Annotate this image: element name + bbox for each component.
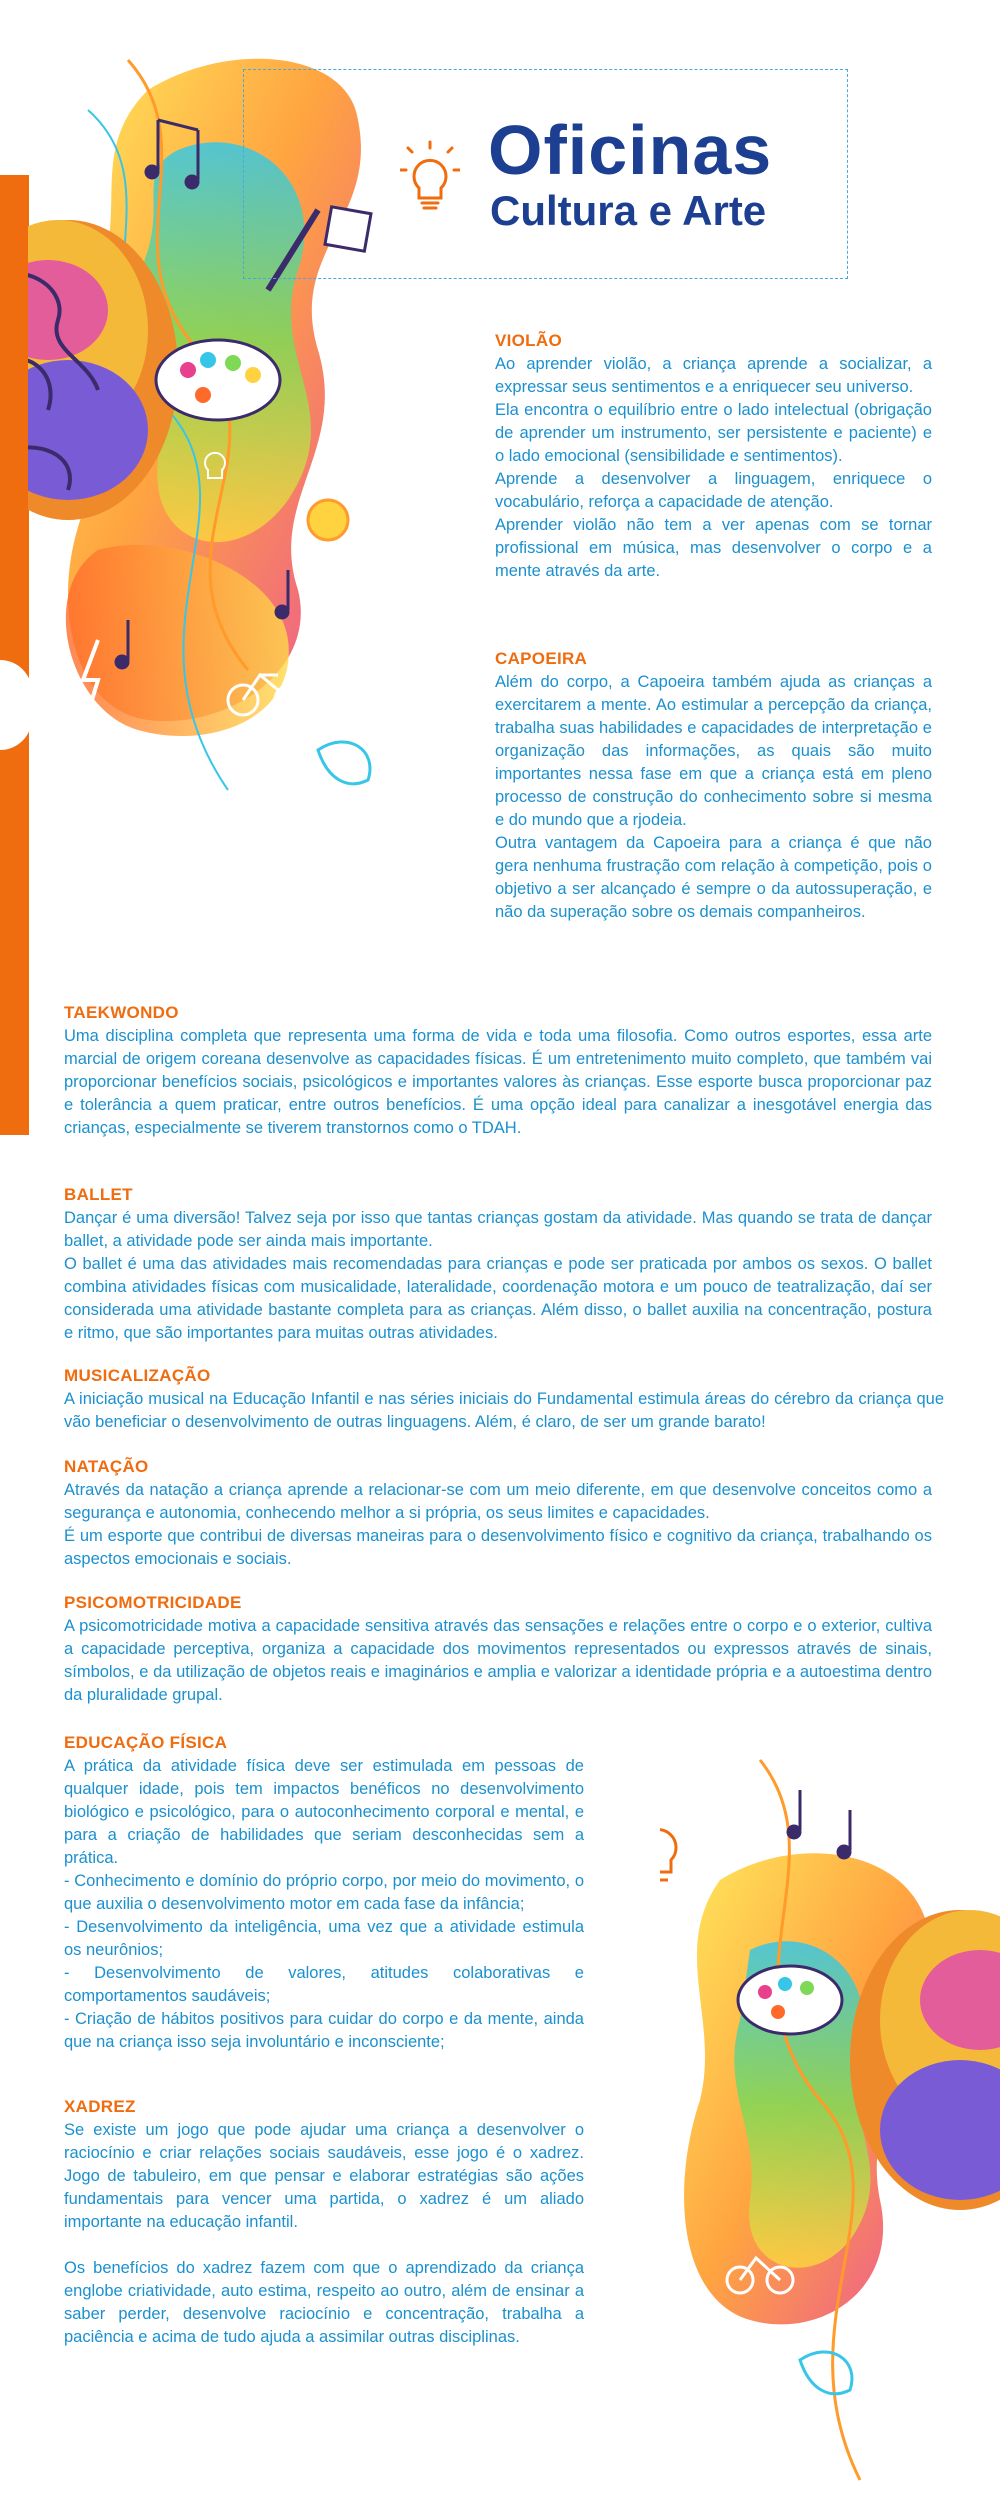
section-title: XADREZ	[64, 2097, 136, 2116]
section-title: TAEKWONDO	[64, 1003, 179, 1022]
section-paragraph: Ela encontra o equilíbrio entre o lado intelectual (obrigação de aprender um instrumento, ser persistente e paciente) e o lado emocional (sensibilidade e sentimentos).	[495, 401, 932, 465]
lightbulb-icon	[400, 140, 460, 220]
section-xadrez	[64, 2096, 584, 2349]
section-paragraph: A psicomotricidade motiva a capacidade sensitiva através das sensações e relações entre o corpo e o exterior, cultiva a capacidade perceptiva, organiza a capacidade dos movimentos representados ou expressos através de sinais, símbolos, e da utilização de objetos reais e imaginários e amplia e valorizar a identidade própria e a autoestima dentro da pluralidade grupal.	[64, 1617, 932, 1704]
wings-icon	[800, 2352, 852, 2394]
section-title: CAPOEIRA	[495, 649, 588, 668]
page-title: Oficinas	[488, 111, 773, 189]
section-paragraph: - Criação de hábitos positivos para cuidar do corpo e da mente, ainda que na criança isso seja involuntário e inconsciente;	[64, 2010, 584, 2051]
section-paragraph: Uma disciplina completa que representa uma forma de vida e toda uma filosofia. Como outros esportes, essa arte marcial de origem coreana desenvolve as capacidades físicas. É um entretenimento muito completo, que também vai proporcionar benefícios sociais, psicológicos e importantes valores às crianças. Esse esporte busca proporcionar paz e tolerância a quem praticar, entre outros benefícios. É uma opção ideal para canalizar a inesgotável energia das crianças, especialmente se tiverem transtornos como o TDAH.	[64, 1027, 932, 1137]
section-title: EDUCAÇÃO FÍSICA	[64, 1733, 228, 1752]
section-paragraph: Ao aprender violão, a criança aprende a socializar, a expressar seus sentimentos e a enriquecer seu universo.	[495, 355, 932, 396]
section-paragraph: Se existe um jogo que pode ajudar uma criança a desenvolver o raciocínio e criar relações sociais saudáveis, esse jogo é o xadrez. Jogo de tabuleiro, em que pensar e elaborar estratégias são ações fundamentais para vencer uma partida, o xadrez é um aliado importante na educação infantil.	[64, 2121, 584, 2231]
lightbulb-icon	[660, 1830, 676, 1880]
section-musicalizacao	[64, 1365, 944, 1434]
section-psicomotricidade	[64, 1592, 932, 1707]
sun-icon	[308, 500, 348, 540]
section-taekwondo	[64, 1002, 932, 1140]
section-educacao-fisica	[64, 1732, 584, 2054]
section-title: BALLET	[64, 1185, 133, 1204]
section-paragraph: - Desenvolvimento da inteligência, uma vez que a atividade estimula os neurônios;	[64, 1918, 584, 1959]
section-paragraph: - Conhecimento e domínio do próprio corpo, por meio do movimento, o que auxilia o desenvolvimento motor em cada fase da infância;	[64, 1872, 584, 1913]
section-paragraph: Outra vantagem da Capoeira para a criança é que não gera nenhuma frustração com relação à competição, pois o objetivo a ser alcançado é sempre o da autossuperação, e não da superação sobre os demais companheiros.	[495, 834, 932, 921]
section-title: MUSICALIZAÇÃO	[64, 1366, 211, 1385]
section-paragraph: A iniciação musical na Educação Infantil e nas séries iniciais do Fundamental estimula áreas do cérebro da criança que vão beneficiar o desenvolvimento de outras linguagens. Além, é claro, de ser um grande barato!	[64, 1390, 944, 1431]
section-capoeira	[495, 648, 932, 924]
section-paragraph: - Desenvolvimento de valores, atitudes colaborativas e comportamentos saudáveis;	[64, 1964, 584, 2005]
section-paragraph: Aprender violão não tem a ver apenas com se tornar profissional em música, mas desenvolver o corpo e a mente através da arte.	[495, 516, 932, 580]
wings-icon	[318, 742, 370, 784]
section-title: PSICOMOTRICIDADE	[64, 1593, 242, 1612]
section-paragraph: Aprende a desenvolver a linguagem, enriquece o vocabulário, reforça a capacidade de atenção.	[495, 470, 932, 511]
section-ballet	[64, 1184, 932, 1345]
section-paragraph: Os benefícios do xadrez fazem com que o aprendizado da criança englobe criatividade, auto estima, respeito ao outro, além de ensinar a saber perder, desenvolve raciocínio e concentração, trabalha a paciência e acima de tudo ajuda a assimilar outras disciplinas.	[64, 2259, 584, 2346]
section-title: NATAÇÃO	[64, 1457, 149, 1476]
section-paragraph: Através da natação a criança aprende a relacionar-se com um meio diferente, em que desenvolve conceitos como a segurança e autonomia, conhecendo melhor a si própria, os seus limites e capacidades.	[64, 1481, 932, 1522]
palette-icon	[738, 1966, 842, 2034]
section-natacao	[64, 1456, 932, 1571]
section-title: VIOLÃO	[495, 331, 562, 350]
music-notes-icon	[788, 1790, 850, 1858]
orange-accent-bar	[0, 175, 29, 1135]
section-paragraph: Além do corpo, a Capoeira também ajuda as crianças a exercitarem a mente. Ao estimular a percepção da criança, trabalha suas habilidades e capacidades de interpretação e organização das informações, as quais são muito importantes nessa fase em que a criança está em pleno processo de construção do conhecimento sobre si mesma e do mundo que a rjodeia.	[495, 673, 932, 829]
section-paragraph: A prática da atividade física deve ser estimulada em pessoas de qualquer idade, pois tem impactos benéficos no desenvolvimento biológico e psicológico, para o autoconhecimento corporal e mental, e para a criação de habilidades que seriam desconhecidas sem a prática.	[64, 1757, 584, 1867]
page-subtitle: Cultura e Arte	[490, 187, 767, 234]
brain-art-illustration-bottom	[660, 1720, 1000, 2500]
paragraph-gap	[64, 2234, 584, 2257]
section-violao	[495, 330, 932, 583]
section-paragraph: É um esporte que contribui de diversas maneiras para o desenvolvimento físico e cognitivo da criança, trabalhando os aspectos emocionais e sociais.	[64, 1527, 932, 1568]
section-paragraph: O ballet é uma das atividades mais recomendadas para crianças e pode ser praticada por ambos os sexos. O ballet combina atividades físicas com musicalidade, lateralidade, coordenação motora e um pouco de teatralização, daí ser considerada uma atividade bastante completa para as crianças. Além disso, o ballet auxilia na concentração, postura e ritmo, que são importantes para muitas outras atividades.	[64, 1255, 932, 1342]
palette-icon	[156, 340, 280, 420]
section-paragraph: Dançar é uma diversão! Talvez seja por isso que tantas crianças gostam da atividade. Mas quando se trata de dançar ballet, a atividade pode ser ainda mais importante.	[64, 1209, 932, 1250]
